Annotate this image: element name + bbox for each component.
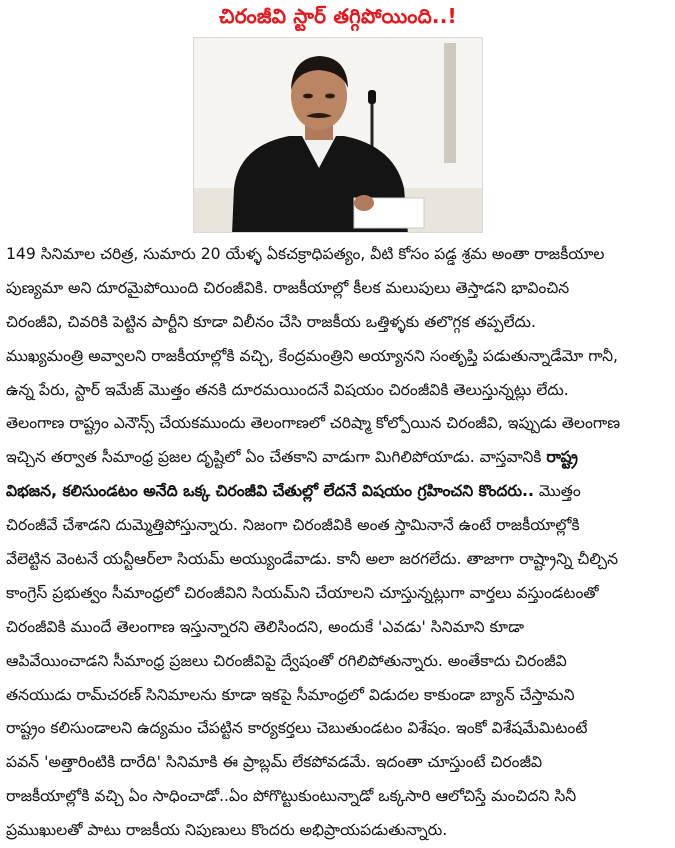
- article-line-6: తెలంగాణ రాష్ట్రం ఎనౌన్స్ చేయకముందు తెలంగాణలో చరిష్మా కోల్పోయిన చిరంజీవి, ఇప్పుడు తెలంగాణ: [6, 414, 621, 433]
- article-line-1: 149 సినిమాల చరిత్ర, సుమారు 20 యేళ్ళ ఏకచక్రాధిపత్యం, వీటి కోసం పడ్డ శ్రమ అంతా రాజకీయాల: [6, 245, 605, 263]
- article-line-5: ఉన్న పేరు, స్టార్ ఇమేజ్ మొత్తం తనకి దూరమయిందనే విషయం చిరంజీవికి తెలుస్తున్నట్లు లేదు.: [6, 380, 569, 399]
- article-line-2: పుణ్యమా అని దూరమైపోయింది చిరంజీవికి. రాజకీయాల్లో కీలక మలుపులు తెస్తాడని భావించిన: [6, 278, 570, 297]
- headline-bar: [128, 4, 548, 32]
- article-line-14: తనయుడు రామ్‌చరణ్ సినిమాలను కూడా ఇకపై సీమాంధ్రలో విడుదల కాకుండా బ్యాన్ చేస్తామని: [6, 685, 575, 704]
- article-line-15: రాష్ట్రం కలిసుండాలని ఉద్యమం చేపట్టిన కార్యకర్తలు చెబుతుండటం విశేషం. ఇంకో విశేషమేమిటంటే: [6, 719, 588, 738]
- article-line-8: విభజన, కలిసుండటం అనేది ఒక్క చిరంజీవి చేతుల్లో లేదనే విషయం గ్రహించని కొందరు.. మొత్తం: [6, 482, 581, 501]
- article-line-11: కాంగ్రెస్ ప్రభుత్వం సీమాంధ్రలో చిరంజీవిని సియమ్‌ని చేయాలని చూస్తున్నట్లుగా వార్తలు వస్తుండటంతో: [6, 583, 599, 602]
- article-line-7: ఇచ్చిన తర్వాత సీమాంధ్ర ప్రజల దృష్టిలో ఏం చేతకాని వాడుగా మిగిలిపోయాడు. వాస్తవానికి రాష్ట్ర: [6, 448, 578, 467]
- article-line-4: ముఖ్యమంత్రి అవ్వాలని రాజకీయాల్లోకి వచ్చి, కేంద్రమంత్రిని అయ్యానని సంతృప్తి పడుతున్నాడేమో గానీ,: [6, 346, 619, 365]
- article-line-18: ప్రముఖులతో పాటు రాజకీయ నిపుణులు కొందరు అభిప్రాయపడుతున్నారు.: [6, 821, 448, 840]
- article-headline: చిరంజీవి స్టార్ తగ్గిపోయింది..!: [219, 3, 457, 28]
- article-line-17: రాజకీయాల్లోకి వచ్చి ఏం సాధించాడో..ఏం పోగొట్టుకుంటున్నాడో ఒక్కసారి ఆలోచిస్తే మంచిదని సినీ: [6, 787, 577, 806]
- article-body: [6, 238, 669, 848]
- article-line-16: పవన్ 'అత్తారింటికి దారేది' సినిమాకి ఈ ప్రాబ్లమ్ లేకపోవడమే. ఇదంతా చూస్తుంటే చిరంజీవి: [6, 753, 543, 772]
- article-line-10: వేలెట్టిన వెంటనే యన్టీఆర్‌లా సియమ్ అయ్యుండేవాడు. కానీ అలా జరగలేదు. తాజాగా రాష్ట్రాన్ని చీల్చిన: [6, 550, 619, 569]
- article-line-12: చిరంజీవికి ముందే తెలంగాణ ఇస్తున్నారని తెలిసిందని, అందుకే 'ఎవడు' సినిమాని కూడా: [6, 617, 524, 636]
- article-photo: [193, 37, 483, 233]
- article-line-3: చిరంజీవి, చివరికి పెట్టిన పార్టీని కూడా విలీనం చేసి రాజకీయ ఒత్తిళ్ళకు తలొగ్గక తప్పలేదు.: [6, 312, 536, 331]
- chiranjeevi-photo: [194, 38, 483, 233]
- article-line-9: చిరంజీవే చేశాడని దుమ్మెత్తిపోస్తున్నారు. నిజంగా చిరంజీవికి అంత స్తామినానే ఉంటే రాజకీయాల్లోకి: [6, 516, 580, 535]
- article-line-13: ఆపివేయించాడని సీమాంధ్ర ప్రజలు చిరంజీవిపై ద్వేషంతో రగిలిపోతున్నారు. అంతేకాదు చిరంజీవి: [6, 651, 567, 670]
- bold-phrase-end: విభజన, కలిసుండటం అనేది ఒక్క చిరంజీవి చేతుల్లో లేదనే విషయం గ్రహించని కొందరు..: [6, 482, 534, 501]
- bold-phrase-start: రాష్ట్ర: [546, 448, 578, 467]
